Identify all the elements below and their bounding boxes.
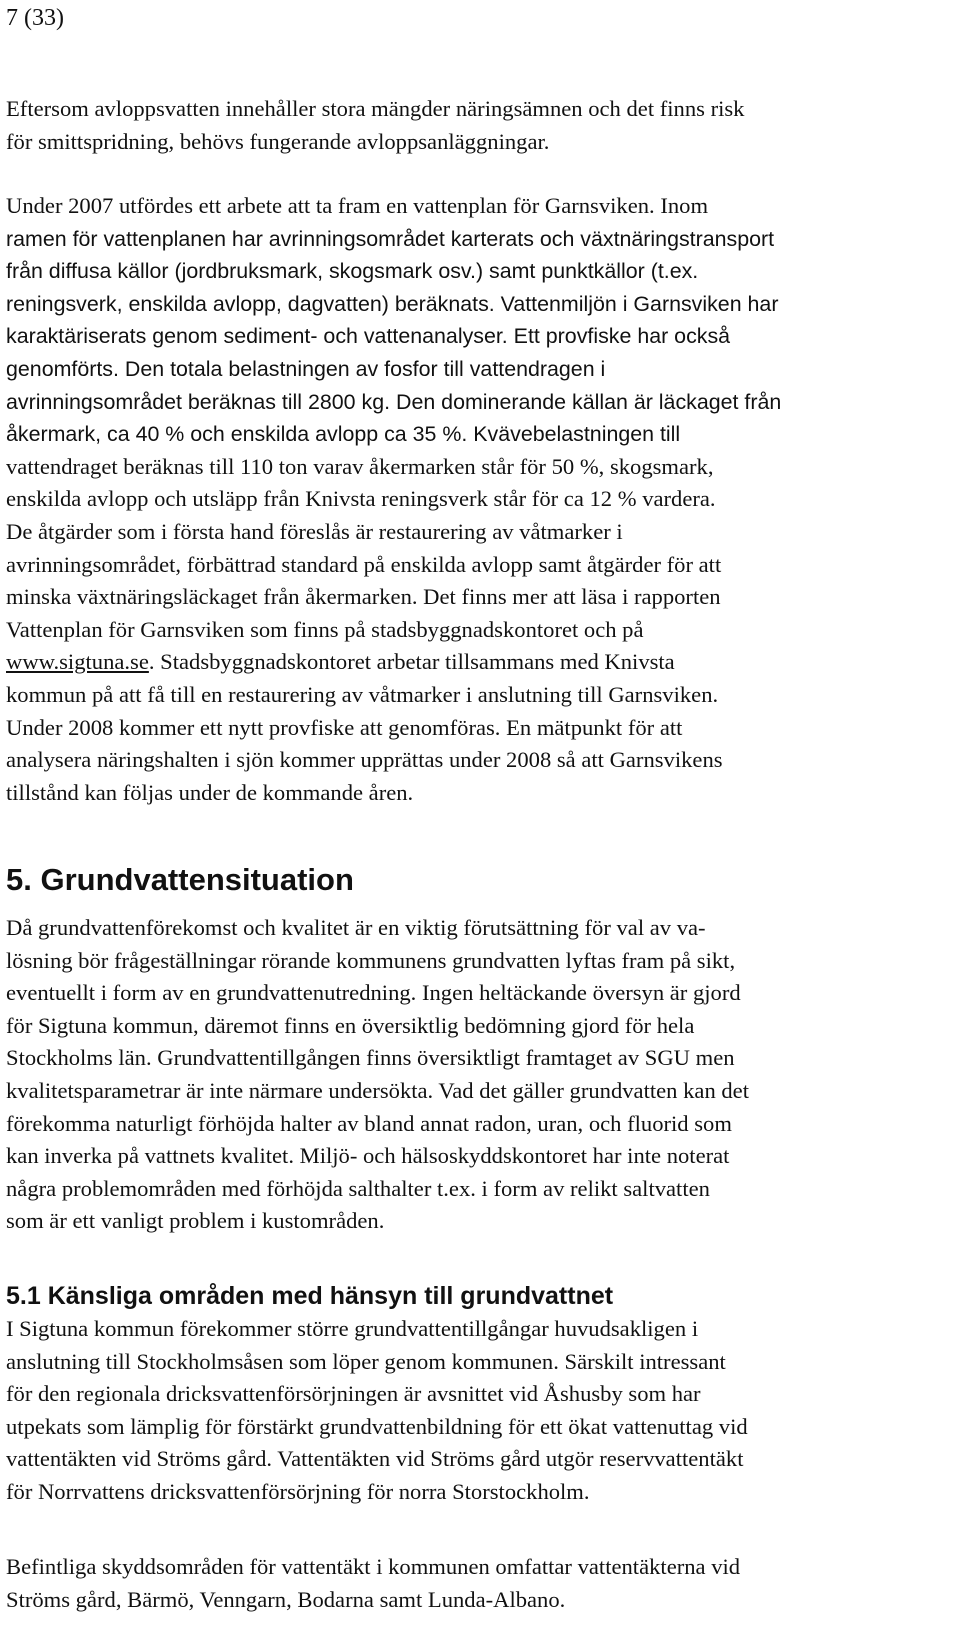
text-line: genomförts. Den totala belastningen av fosfor till vattendragen i [6,356,606,381]
text-line: kvalitetsparametrar är inte närmare undersökta. Vad det gäller grundvatten kan det [6,1077,749,1103]
paragraph-protection-zones [6,1551,946,1616]
text-line: som är ett vanligt problem i kustområden. [6,1208,385,1234]
sigtuna-website-link[interactable]: www.sigtuna.se [6,649,149,675]
text-line: ramen för vattenplanen har avrinningsområdet karterats och växtnäringstransport [6,226,775,251]
text-line: vattendraget beräknas till 110 ton varav åkermarken står för 50 %, skogsmark, [6,453,714,479]
text-line: från diffusa källor (jordbruksmark, skogsmark osv.) samt punktkällor (t.ex. [6,259,699,284]
text-line: några problemområden med förhöjda salthalter t.ex. i form av relikt saltvatten [6,1175,710,1201]
text-line: eventuellt i form av en grundvattenutredning. Ingen heltäckande översyn är gjord [6,980,741,1006]
text-line: I Sigtuna kommun förekommer större grundvattentillgångar huvudsakligen i [6,1316,699,1341]
text-line: enskilda avlopp och utsläpp från Knivsta reningsverk står för ca 12 % vardera. [6,486,716,512]
text-line: analysera näringshalten i sjön kommer upprättas under 2008 så att Garnsvikens [6,747,723,773]
text-line: kommun på att få till en restaurering av våtmarker i anslutning till Garnsviken. [6,681,719,707]
text-line: avrinningsområdet beräknas till 2800 kg. Den dominerande källan är läckaget från [6,389,782,414]
text-line: avrinningsområdet, förbättrad standard på enskilda avlopp samt åtgärder för att [6,551,722,577]
paragraph-garnsviken-water-plan [6,190,946,809]
text-line: för den regionala dricksvattenförsörjningen är avsnittet vid Åshusby som har [6,1381,701,1407]
text-line: lösning bör frågeställningar rörande kommunens grundvatten lyftas fram på sikt, [6,947,736,973]
text-line: Under 2007 utfördes ett arbete att ta fram en vattenplan för Garnsviken. Inom [6,193,709,218]
text-line: De åtgärder som i första hand föreslås är restaurering av våtmarker i [6,518,623,544]
text-line: vattentäkten vid Ströms gård. Vattentäkten vid Ströms gård utgör reservvattentäkt [6,1446,744,1472]
text-line: utpekats som lämplig för förstärkt grundvattenbildning för ett ökat vattenuttag vid [6,1413,748,1439]
text-line: för smittspridning, behövs fungerande avloppsanläggningar. [6,128,550,154]
text-line: åkermark, ca 40 % och enskilda avlopp ca 35 %. Kvävebelastningen till [6,422,681,447]
text-line: för Norrvattens dricksvattenförsörjning för norra Storstockholm. [6,1478,590,1504]
link-trailing-text: . Stadsbyggnadskontoret arbetar tillsammans med Knivsta [148,649,675,675]
text-line: anslutning till Stockholmsåsen som löper genom kommunen. Särskilt intressant [6,1348,726,1374]
text-line: kan inverka på vattnets kvalitet. Miljö- och hälsoskyddskontoret har inte noterat [6,1143,730,1169]
text-line: reningsverk, enskilda avlopp, dagvatten) beräknats. Vattenmiljön i Garnsviken har [6,291,779,316]
text-line: tillstånd kan följas under de kommande åren. [6,779,414,805]
subsection-heading-sensitive-areas: 5.1 Känsliga områden med hänsyn till grundvattnet [6,1282,614,1310]
text-line: Under 2008 kommer ett nytt provfiske att genomföras. En mätpunkt för att [6,714,683,740]
text-line: Ströms gård, Bärmö, Venngarn, Bodarna samt Lunda-Albano. [6,1586,566,1612]
text-line: Stockholms län. Grundvattentillgången finns översiktligt framtaget av SGU men [6,1045,735,1071]
text-line: Då grundvattenförekomst och kvalitet är en viktig förutsättning för val av va- [6,915,706,940]
paragraph-sensitive-areas [6,1313,946,1509]
text-line: Befintliga skyddsområden för vattentäkt i kommunen omfattar vattentäkterna vid [6,1554,741,1579]
page-number: 7 (33) [6,5,64,31]
text-line: Eftersom avloppsvatten innehåller stora mängder näringsämnen och det finns risk [6,96,745,121]
paragraph-groundwater-situation [6,912,946,1238]
text-line: Vattenplan för Garnsviken som finns på stadsbyggnadskontoret och på [6,616,644,642]
text-line: förekomma naturligt förhöjda halter av bland annat radon, uran, och fluorid som [6,1110,732,1136]
text-line-with-link [6,646,946,679]
text-line: karaktäriserats genom sediment- och vattenanalyser. Ett provfiske har också [6,324,731,349]
text-line: minska växtnäringsläckaget från åkermarken. Det finns mer att läsa i rapporten [6,584,721,610]
text-line: för Sigtuna kommun, däremot finns en översiktlig bedömning gjord för hela [6,1012,695,1038]
section-heading-groundwater: 5. Grundvattensituation [6,862,354,897]
paragraph-wastewater-intro [6,93,946,158]
